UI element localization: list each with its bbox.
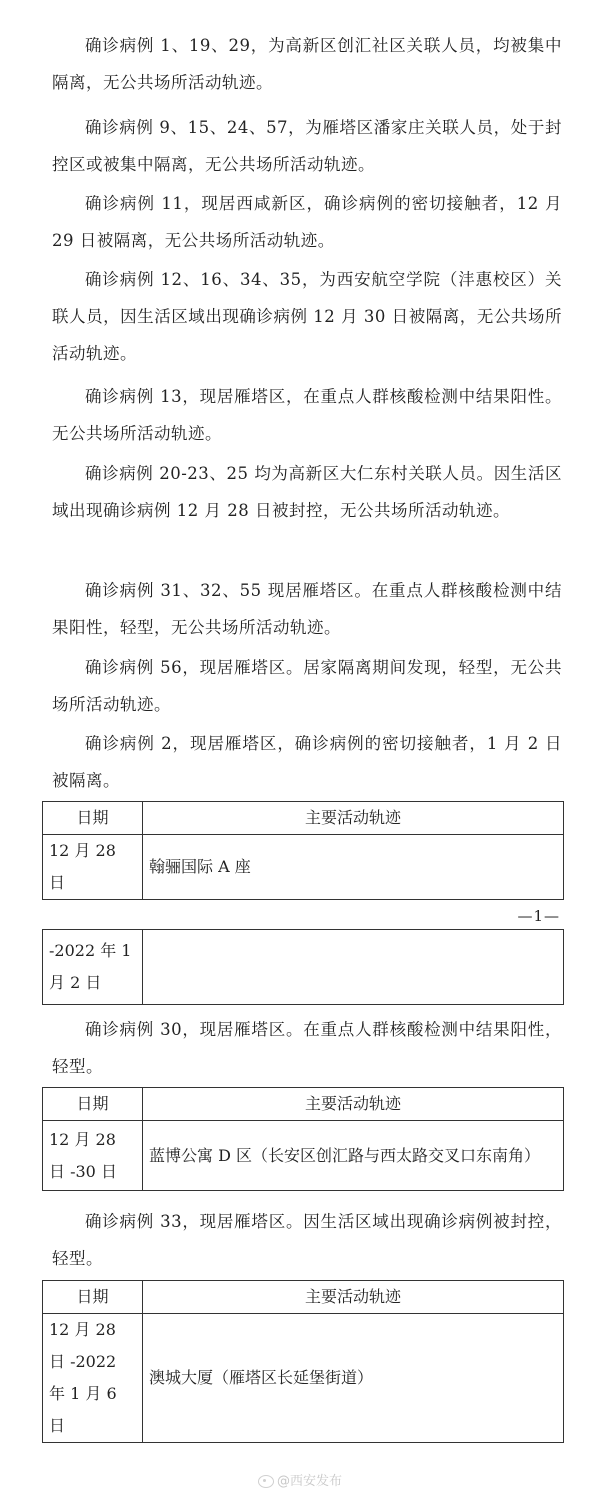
table-cell-activity: 蓝博公寓 D 区（长安区创汇路与西太路交叉口东南角） <box>143 1121 564 1191</box>
paragraph-case-13: 确诊病例 13，现居雁塔区，在重点人群核酸检测中结果阳性。无公共场所活动轨迹。 <box>52 387 562 443</box>
paragraph-case-2: 确诊病例 2，现居雁塔区，确诊病例的密切接触者，1 月 2 日被隔离。 <box>52 734 562 790</box>
trajectory-table-case-33 <box>42 1280 564 1443</box>
trajectory-table-case-2-continued <box>42 929 564 1005</box>
table-cell-date: 12 月 28 日 -30 日 <box>43 1121 143 1191</box>
table-header-activity: 主要活动轨迹 <box>143 1281 564 1314</box>
paragraph-case-30: 确诊病例 30，现居雁塔区。在重点人群核酸检测中结果阳性，轻型。 <box>52 1020 562 1076</box>
table-cell-activity <box>143 930 564 1005</box>
table-cell-date: -2022 年 1 月 2 日 <box>43 930 143 1005</box>
weibo-watermark <box>0 1470 600 1489</box>
page-number: —1— <box>517 907 560 925</box>
table-cell-date: 12 月 28 日 <box>43 835 143 900</box>
paragraph-case-56: 确诊病例 56，现居雁塔区。居家隔离期间发现，轻型，无公共场所活动轨迹。 <box>52 658 562 714</box>
table-cell-date: 12 月 28 日 -2022 年 1 月 6 日 <box>43 1314 143 1443</box>
paragraph-case-11: 确诊病例 11，现居西咸新区，确诊病例的密切接触者，12 月 29 日被隔离，无公共场所活动轨迹。 <box>52 194 562 250</box>
paragraph-case-31-32-55: 确诊病例 31、32、55 现居雁塔区。在重点人群核酸检测中结果阳性，轻型，无公共场所活动轨迹。 <box>52 581 562 637</box>
paragraph-case-20-25: 确诊病例 20-23、25 均为高新区大仁东村关联人员。因生活区域出现确诊病例 12 月 28 日被封控，无公共场所活动轨迹。 <box>52 464 562 520</box>
watermark-text: @西安发布 <box>276 1474 342 1489</box>
table-header-date: 日期 <box>43 1281 143 1314</box>
table-cell-activity: 澳城大厦（雁塔区长延堡街道） <box>143 1314 564 1443</box>
paragraph-case-12-16-34-35: 确诊病例 12、16、34、35，为西安航空学院（沣惠校区）关联人员，因生活区域出现确诊病例 12 月 30 日被隔离，无公共场所活动轨迹。 <box>52 270 562 363</box>
paragraph-case-9-15-24-57: 确诊病例 9、15、24、57，为雁塔区潘家庄关联人员，处于封控区或被集中隔离，无公共场所活动轨迹。 <box>52 118 562 174</box>
table-header-date: 日期 <box>43 1088 143 1121</box>
table-cell-activity: 翰骊国际 A 座 <box>143 835 564 900</box>
table-header-date: 日期 <box>43 802 143 835</box>
paragraph-case-1-19-29: 确诊病例 1、19、29，为高新区创汇社区关联人员，均被集中隔离，无公共场所活动轨迹。 <box>52 36 562 92</box>
weibo-icon <box>258 1475 274 1488</box>
table-header-activity: 主要活动轨迹 <box>143 802 564 835</box>
table-header-activity: 主要活动轨迹 <box>143 1088 564 1121</box>
trajectory-table-case-30 <box>42 1087 564 1191</box>
paragraph-case-33: 确诊病例 33，现居雁塔区。因生活区域出现确诊病例被封控，轻型。 <box>52 1212 562 1268</box>
trajectory-table-case-2 <box>42 801 564 900</box>
